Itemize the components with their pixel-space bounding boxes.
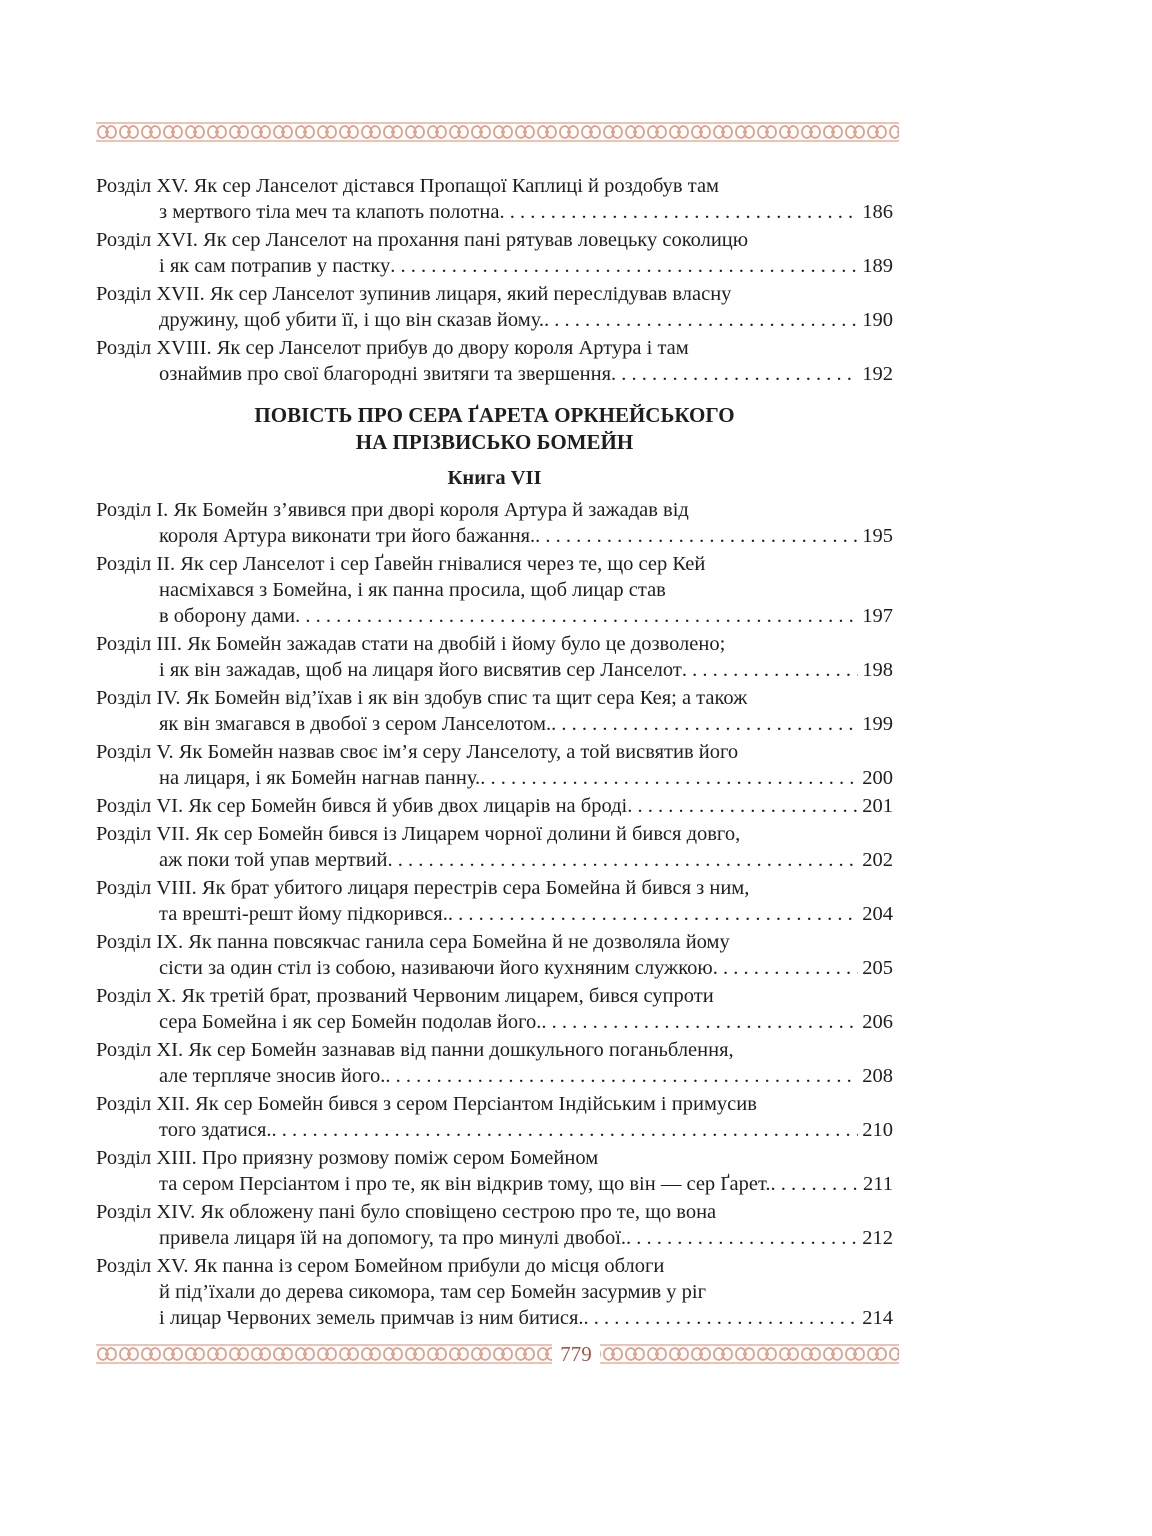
toc-entry-text: аж поки той упав мертвий bbox=[159, 849, 388, 871]
toc-entry-line: Розділ III. Як Бомейн зажадав стати на двобій і йому було це дозволено; bbox=[96, 633, 726, 655]
toc-entry bbox=[96, 1037, 893, 1089]
toc-entry bbox=[96, 685, 893, 737]
dot-leader bbox=[627, 793, 858, 819]
dot-leader bbox=[551, 711, 858, 737]
toc-entry-line: Розділ VII. Як сер Бомейн бився із Лицарем чорної долини й бився довго, bbox=[96, 823, 741, 845]
toc-entry-text: ознаймив про свої благородні звитяги та звершення bbox=[159, 363, 612, 385]
dot-leader bbox=[771, 1171, 859, 1197]
toc-entry-line bbox=[96, 657, 893, 683]
section-title bbox=[96, 402, 893, 456]
toc-entry-line bbox=[96, 901, 893, 927]
dot-leader bbox=[480, 765, 858, 791]
toc-page-number: 204 bbox=[862, 903, 893, 925]
dot-leader bbox=[390, 253, 858, 279]
toc-page-number: 210 bbox=[862, 1119, 893, 1141]
toc-entry-text: сера Бомейна і як сер Бомейн подолав його. bbox=[159, 1011, 542, 1033]
dot-leader bbox=[682, 657, 858, 683]
toc-entry bbox=[96, 1253, 893, 1331]
dot-leader bbox=[611, 361, 858, 387]
toc-entry-line bbox=[96, 1063, 893, 1089]
toc-entry-line: Розділ XVII. Як сер Ланселот зупинив лицаря, який переслідував власну bbox=[96, 283, 732, 305]
toc-entry-line bbox=[96, 523, 893, 549]
toc-entry-line: Розділ V. Як Бомейн назвав своє ім’я серу Ланселоту, а той висвятив його bbox=[96, 741, 739, 763]
toc-page-number: 199 bbox=[862, 713, 893, 735]
toc-entry-line bbox=[96, 307, 893, 333]
contents-list-top bbox=[96, 173, 893, 389]
toc-page-number: 186 bbox=[862, 201, 893, 223]
toc-entry-text: Розділ VI. Як сер Бомейн бився й убив двох лицарів на броді bbox=[96, 795, 628, 817]
dot-leader bbox=[385, 1063, 858, 1089]
toc-entry-line bbox=[96, 765, 893, 791]
dot-leader bbox=[448, 901, 858, 927]
dot-leader bbox=[499, 199, 858, 225]
toc-entry-line bbox=[96, 253, 893, 279]
toc-entry bbox=[96, 1199, 893, 1251]
toc-entry-text: та врешті-решт йому підкорився. bbox=[159, 903, 448, 925]
toc-entry bbox=[96, 1091, 893, 1143]
toc-entry-line: Розділ XII. Як сер Бомейн бився з сером Персіантом Індійським і примусив bbox=[96, 1093, 757, 1115]
toc-entry bbox=[96, 739, 893, 791]
toc-entry-line: Розділ XIII. Про приязну розмову поміж сером Бомейном bbox=[96, 1147, 599, 1169]
toc-entry-line bbox=[96, 1225, 893, 1251]
toc-page-number: 214 bbox=[862, 1307, 893, 1329]
toc-entry-line: Розділ X. Як третій брат, прозваний Червоним лицарем, бився супроти bbox=[96, 985, 714, 1007]
toc-entry bbox=[96, 875, 893, 927]
toc-page-number: 205 bbox=[862, 957, 893, 979]
toc-page-number: 208 bbox=[862, 1065, 893, 1087]
toc-entry-line: Розділ XV. Як сер Ланселот дістався Пропащої Каплиці й роздобув там bbox=[96, 175, 720, 197]
dot-leader bbox=[626, 1225, 858, 1251]
toc-entry-text: та сером Персіантом і про те, як він відкрив тому, що він — сер Ґарет. bbox=[159, 1173, 771, 1195]
toc-entry-line bbox=[96, 1305, 893, 1331]
toc-entry-line: Розділ IV. Як Бомейн від’їхав і як він здобув спис та щит сера Кея; а також bbox=[96, 687, 748, 709]
toc-entry-line: Розділ II. Як сер Ланселот і сер Ґавейн гнівалися через те, що сер Кей bbox=[96, 553, 706, 575]
dot-leader bbox=[713, 955, 859, 981]
toc-page-number: 192 bbox=[862, 363, 893, 385]
toc-entry-line bbox=[96, 847, 893, 873]
toc-entry bbox=[96, 497, 893, 549]
dot-leader bbox=[387, 847, 858, 873]
toc-entry-text: як він змагався в двобої з сером Ланселотом. bbox=[159, 713, 552, 735]
dot-leader bbox=[541, 1009, 858, 1035]
toc-page-number: 200 bbox=[862, 767, 893, 789]
toc-entry-text: на лицаря, і як Бомейн нагнав панну. bbox=[159, 767, 481, 789]
dot-leader bbox=[544, 307, 858, 333]
toc-entry bbox=[96, 227, 893, 279]
toc-entry-text: і лицар Червоних земель примчав із ним битися. bbox=[159, 1307, 584, 1329]
toc-page-number: 202 bbox=[862, 849, 893, 871]
toc-page-number: 198 bbox=[862, 659, 893, 681]
toc-entry-text: короля Артура виконати три його бажання. bbox=[159, 525, 536, 547]
bottom-ornament-border bbox=[96, 1343, 899, 1365]
toc-entry bbox=[96, 821, 893, 873]
toc-entry-text: і як він зажадав, щоб на лицаря його висвятив сер Ланселот bbox=[159, 659, 682, 681]
toc-entry bbox=[96, 631, 893, 683]
toc-entry bbox=[96, 551, 893, 629]
toc-entry-text: в оборону дами bbox=[159, 605, 296, 627]
toc-entry-text: того здатися. bbox=[159, 1119, 272, 1141]
toc-entry bbox=[96, 173, 893, 225]
toc-entry bbox=[96, 335, 893, 387]
toc-page-number: 190 bbox=[862, 309, 893, 331]
dot-leader bbox=[272, 1117, 859, 1143]
toc-entry-line bbox=[96, 361, 893, 387]
toc-page-number: 195 bbox=[862, 525, 893, 547]
toc-entry-text: дружину, щоб убити її, і що він сказав йому. bbox=[159, 309, 545, 331]
toc-entry-text: з мертвого тіла меч та клапоть полотна bbox=[159, 201, 500, 223]
toc-entry bbox=[96, 281, 893, 333]
toc-entry-line: Розділ XV. Як панна із сером Бомейном прибули до місця облоги bbox=[96, 1255, 665, 1277]
toc-entry-line: Розділ XI. Як сер Бомейн зазнавав від панни дошкульного поганьблення, bbox=[96, 1039, 734, 1061]
toc-entry bbox=[96, 793, 893, 819]
toc-page-number: 197 bbox=[862, 605, 893, 627]
top-ornament-border bbox=[96, 121, 899, 143]
toc-entry-line: Розділ VIII. Як брат убитого лицаря перестрів сера Бомейна й бився з ним, bbox=[96, 877, 750, 899]
toc-entry bbox=[96, 929, 893, 981]
section-title-line-1: ПОВІСТЬ ПРО СЕРА ҐАРЕТА ОРКНЕЙСЬКОГО bbox=[254, 403, 735, 427]
toc-entry-text: і як сам потрапив у пастку bbox=[159, 255, 391, 277]
toc-entry-line: Розділ XVI. Як сер Ланселот на прохання пані рятував ловецьку соколицю bbox=[96, 229, 749, 251]
toc-entry-line bbox=[96, 955, 893, 981]
toc-entry bbox=[96, 1145, 893, 1197]
toc-entry-line: Розділ XVIII. Як сер Ланселот прибув до двору короля Артура і там bbox=[96, 337, 689, 359]
toc-page-number: 211 bbox=[863, 1173, 893, 1195]
book-heading: Книга VII bbox=[447, 467, 542, 489]
toc-entry-text: привела лицаря їй на допомогу, та про минулі двобої. bbox=[159, 1227, 627, 1249]
toc-page-number: 212 bbox=[862, 1227, 893, 1249]
dot-leader bbox=[584, 1305, 859, 1331]
contents-list-book bbox=[96, 497, 893, 1333]
toc-entry-line: Розділ I. Як Бомейн з’явився при дворі короля Артура й зажадав від bbox=[96, 499, 689, 521]
toc-entry-line: Розділ IX. Як панна повсякчас ганила сера Бомейна й не дозволяла йому bbox=[96, 931, 730, 953]
toc-entry bbox=[96, 983, 893, 1035]
toc-entry-line bbox=[96, 1009, 893, 1035]
toc-entry-text: сісти за один стіл із собою, називаючи його кухняним служкою bbox=[159, 957, 713, 979]
toc-entry-line: Розділ XIV. Як обложену пані було сповіщено сестрою про те, що вона bbox=[96, 1201, 717, 1223]
toc-entry-line bbox=[96, 603, 893, 629]
section-title-line-2: НА ПРІЗВИСЬКО БОМЕЙН bbox=[355, 430, 634, 454]
toc-entry-line: й під’їхали до дерева сикомора, там сер Бомейн засурмив у ріг bbox=[159, 1281, 706, 1303]
toc-entry-text: але терпляче зносив його. bbox=[159, 1065, 386, 1087]
dot-leader bbox=[295, 603, 858, 629]
toc-entry-line: насміхався з Бомейна, і як панна просила, щоб лицар став bbox=[159, 579, 666, 601]
toc-page-number: 206 bbox=[862, 1011, 893, 1033]
toc-page-number: 201 bbox=[862, 795, 893, 817]
dot-leader bbox=[535, 523, 858, 549]
toc-entry-line bbox=[96, 793, 893, 819]
toc-entry-line bbox=[96, 1117, 893, 1143]
toc-entry-line bbox=[96, 199, 893, 225]
toc-entry-line bbox=[96, 711, 893, 737]
toc-entry-line bbox=[96, 1171, 893, 1197]
page-number-text: 779 bbox=[552, 1342, 600, 1366]
toc-page-number: 189 bbox=[862, 255, 893, 277]
